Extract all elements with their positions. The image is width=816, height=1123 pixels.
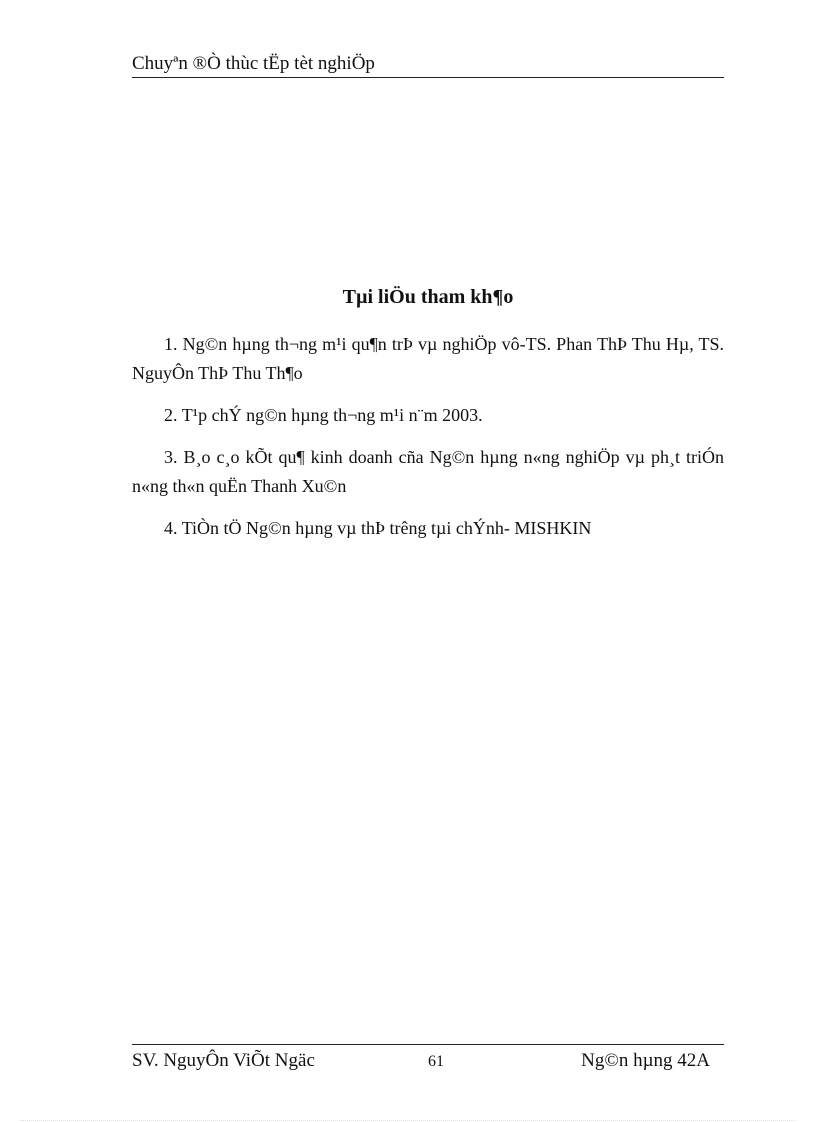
page-footer <box>132 1048 724 1074</box>
reference-item-1 <box>132 330 724 388</box>
footer-page-number: 61 <box>428 1053 444 1070</box>
reference-item-4 <box>132 514 724 543</box>
reference-text: B¸o c¸o kÕt qu¶ kinh doanh cña Ng©n hµng n«ng nghiÖp vµ ph¸t triÓn n«ng th«n quËn Thanh Xu©n <box>132 447 725 496</box>
reference-text: T¹p chÝ ng©n hµng th¬ng m¹i n¨m 2003. <box>181 405 483 425</box>
reference-number: 1. <box>164 334 178 354</box>
footer-divider <box>132 1044 724 1045</box>
page-title: Tµi liÖu tham kh¶o <box>342 286 514 308</box>
page-header <box>132 52 724 78</box>
reference-number: 3. <box>164 447 178 467</box>
bottom-border <box>20 1120 796 1121</box>
footer-class: Ng©n hµng 42A <box>581 1050 710 1071</box>
reference-item-3 <box>132 443 724 501</box>
reference-item-2 <box>132 401 724 430</box>
reference-text: Ng©n hµng th¬ng m¹i qu¶n trÞ vµ nghiÖp vô-TS. Phan ThÞ Thu Hµ, TS. NguyÔn ThÞ Thu Th¶o <box>132 334 725 383</box>
reference-number: 2. <box>164 405 178 425</box>
reference-list <box>132 330 724 556</box>
footer-author: SV. NguyÔn ViÕt Ngäc <box>132 1050 315 1071</box>
reference-number: 4. <box>164 518 178 538</box>
reference-text: TiÒn tÖ Ng©n hµng vµ thÞ trêng tµi chÝnh- MISHKIN <box>181 518 592 538</box>
header-text: Chuyªn ®Ò thùc tËp tèt nghiÖp <box>132 53 375 74</box>
